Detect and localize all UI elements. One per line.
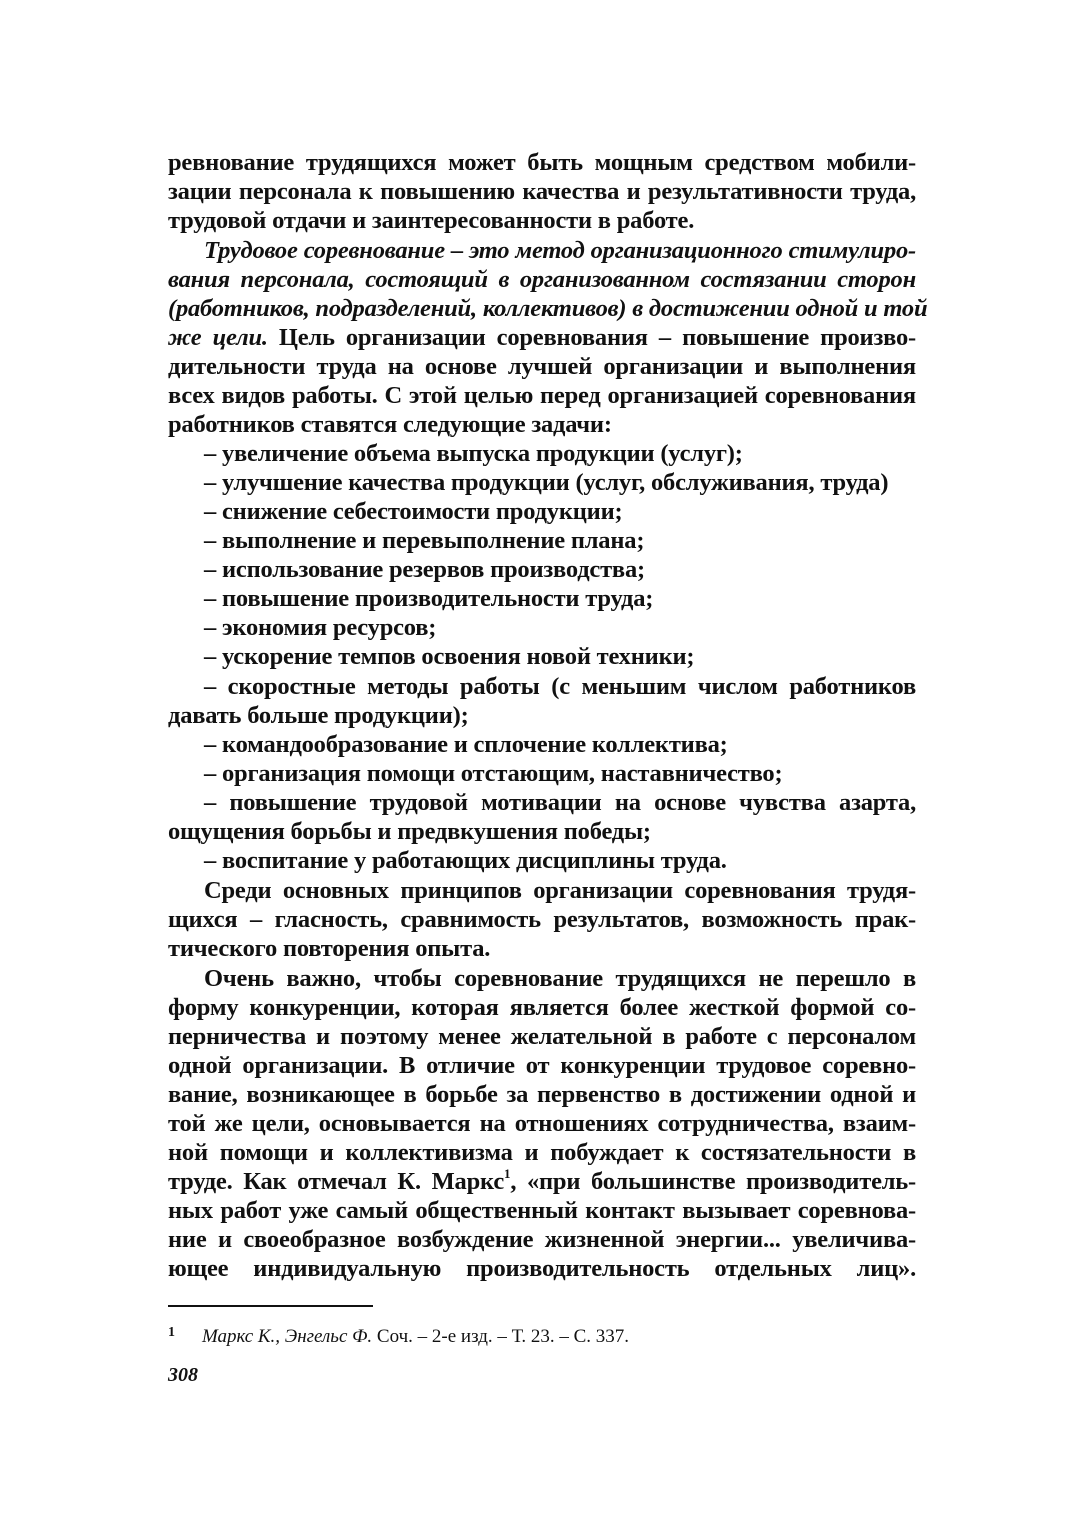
footnote <box>168 1320 916 1350</box>
text-line: ной помощи и коллективизма и побуждает к состязательности в <box>168 1139 916 1166</box>
text-line: вание, возникающее в борьбе за первенство в достижении одной и <box>168 1081 916 1108</box>
footnote-mark: 1 <box>168 1325 175 1340</box>
footnote-divider <box>168 1305 373 1307</box>
list-item-continuation: ощущения борьбы и предвкушения победы; <box>168 818 651 845</box>
footnote-reference[interactable]: 1 <box>504 1166 511 1181</box>
list-item: – ускорение темпов освоения новой техники; <box>204 643 695 670</box>
list-item: – использование резервов производства; <box>204 556 645 583</box>
text-line: ных работ уже самый общественный контакт вызывает соревнова- <box>168 1197 916 1224</box>
text-line: ревнование трудящихся может быть мощным средством мобили- <box>168 149 916 176</box>
text-line: форму конкуренции, которая является более жесткой формой со- <box>168 994 916 1021</box>
text-segment: Цель организации соревнования – повышение произво- <box>267 324 916 351</box>
text-line <box>168 323 916 352</box>
text-line: перничества и поэтому менее желательной в работе с персоналом <box>168 1023 916 1050</box>
definition-line: вания персонала, состоящий в организованном состязании сторон <box>168 266 916 293</box>
list-item: – экономия ресурсов; <box>204 614 437 641</box>
text-segment: труде. Как отмечал К. Маркс <box>168 1168 504 1195</box>
text-line: той же цели, основывается на отношениях сотрудничества, взаим- <box>168 1110 916 1137</box>
list-item: – улучшение качества продукции (услуг, обслуживания, труда) <box>204 469 889 496</box>
list-item: – повышение трудовой мотивации на основе чувства азарта, <box>204 789 916 816</box>
list-item: – повышение производительности труда; <box>204 585 654 612</box>
page <box>168 0 928 1532</box>
footnote-authors: Маркс К., Энгельс Ф. <box>202 1326 373 1347</box>
text-line: Очень важно, чтобы соревнование трудящихся не перешло в <box>204 965 916 992</box>
text-line: Среди основных принципов организации соревнования трудя- <box>204 877 916 904</box>
text-line: трудовой отдачи и заинтересованности в работе. <box>168 207 695 234</box>
list-item: – организация помощи отстающим, наставничество; <box>204 760 783 787</box>
list-item: – увеличение объема выпуска продукции (услуг); <box>204 440 743 467</box>
text-line: дительности труда на основе лучшей организации и выполнения <box>168 353 916 380</box>
definition-line: Трудовое соревнование – это метод организационного стимулиро- <box>204 237 916 264</box>
definition-line: (работников, подразделений, коллективов) в достижении одной и той <box>168 295 928 322</box>
text-line: ющее индивидуальную производительность отдельных лиц». <box>168 1255 916 1282</box>
list-item: – командообразование и сплочение коллектива; <box>204 731 728 758</box>
text-line: всех видов работы. С этой целью перед организацией соревнования <box>168 382 916 409</box>
page-number: 308 <box>168 1364 198 1386</box>
list-item-continuation: давать больше продукции); <box>168 702 469 729</box>
footnote-source: Соч. – 2-е изд. – Т. 23. – С. 337. <box>372 1326 630 1347</box>
list-item: – скоростные методы работы (с меньшим числом работников <box>204 673 916 700</box>
text-line: зации персонала к повышению качества и результативности труда, <box>168 178 916 205</box>
text-line: одной организации. В отличие от конкуренции трудовое соревно- <box>168 1052 916 1079</box>
list-item: – выполнение и перевыполнение плана; <box>204 527 645 554</box>
text-line: тического повторения опыта. <box>168 935 491 962</box>
list-item: – снижение себестоимости продукции; <box>204 498 623 525</box>
text-line <box>168 1167 916 1196</box>
definition-end: же цели. <box>168 324 268 351</box>
text-segment: , «при большинстве производитель- <box>510 1168 916 1195</box>
text-line: ние и своеобразное возбуждение жизненной энергии... увеличива- <box>168 1226 916 1253</box>
text-line: работников ставятся следующие задачи: <box>168 411 612 438</box>
text-line: щихся – гласность, сравнимость результатов, возможность прак- <box>168 906 916 933</box>
list-item: – воспитание у работающих дисциплины труда. <box>204 847 727 874</box>
